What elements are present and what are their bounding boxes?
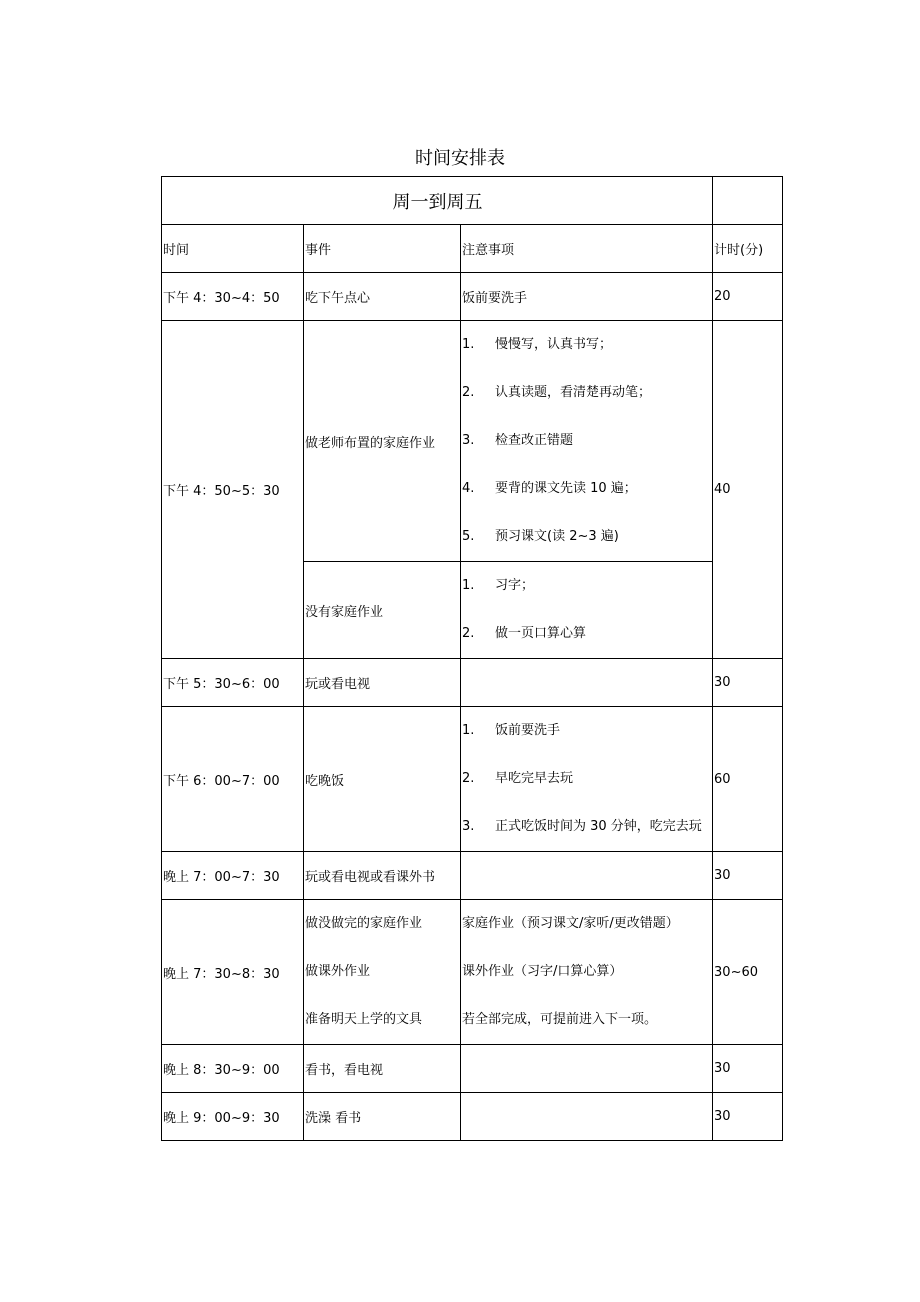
table-row [162,852,783,900]
duration-cell: 40 [713,321,783,659]
event-cell: 没有家庭作业 [304,562,461,659]
event-cell [304,900,461,1045]
note-line: 1. 慢慢写，认真书写； [462,337,613,352]
duration-cell: 30 [713,1045,783,1093]
notes-cell [461,659,713,707]
event-cell: 吃晚饭 [304,707,461,852]
table-row [162,1093,783,1141]
note-line: 2. 早吃完早去玩 [462,771,574,786]
notes-cell: 饭前要洗手 [461,273,713,321]
header-time: 时间 [162,225,304,273]
event-cell: 洗澡 看书 [304,1093,461,1141]
event-cell: 看书，看电视 [304,1045,461,1093]
event-cell: 玩或看电视或看课外书 [304,852,461,900]
note-line: 若全部完成，可提前进入下一项。 [462,1012,658,1027]
time-cell: 下午 6：00~7：00 [162,707,304,852]
banner-empty-cell [713,177,783,225]
note-line: 1. 饭前要洗手 [462,723,561,738]
banner-cell: 周一到周五 [162,177,713,225]
duration-cell: 20 [713,273,783,321]
duration-cell: 30 [713,852,783,900]
table-row [162,321,783,562]
note-line: 3. 正式吃饭时间为 30 分钟，吃完去玩 [462,819,702,834]
note-line: 2. 做一页口算心算 [462,626,587,641]
note-line: 5. 预习课文(读 2~3 遍) [462,529,619,544]
note-line: 1. 习字； [462,578,535,593]
duration-cell: 30 [713,659,783,707]
header-event: 事件 [304,225,461,273]
time-cell: 下午 4：30~4：50 [162,273,304,321]
note-line: 课外作业（习字/口算心算） [462,964,623,979]
time-cell: 晚上 7：00~7：30 [162,852,304,900]
table-row [162,273,783,321]
event-line: 准备明天上学的文具 [305,1012,423,1027]
header-notes: 注意事项 [461,225,713,273]
note-line: 3. 检查改正错题 [462,433,574,448]
event-cell: 做老师布置的家庭作业 [304,321,461,562]
duration-cell: 30~60 [713,900,783,1045]
table-row [162,900,783,1045]
duration-cell: 30 [713,1093,783,1141]
time-cell: 晚上 9：00~9：30 [162,1093,304,1141]
table-row [162,1045,783,1093]
duration-cell: 60 [713,707,783,852]
notes-cell [461,562,713,659]
time-cell: 下午 5：30~6：00 [162,659,304,707]
page-title: 时间安排表 [415,148,505,169]
note-line: 4. 要背的课文先读 10 遍； [462,481,637,496]
notes-cell [461,852,713,900]
time-cell: 晚上 8：30~9：00 [162,1045,304,1093]
notes-cell [461,1045,713,1093]
event-cell: 玩或看电视 [304,659,461,707]
schedule-table [161,176,783,1141]
table-row [162,659,783,707]
time-cell: 晚上 7：30~8：30 [162,900,304,1045]
header-duration: 计时(分) [713,225,783,273]
notes-cell [461,321,713,562]
event-cell: 吃下午点心 [304,273,461,321]
notes-cell [461,900,713,1045]
note-line: 2. 认真读题，看清楚再动笔； [462,385,652,400]
event-line: 做没做完的家庭作业 [305,916,423,931]
note-line: 家庭作业（预习课文/家听/更改错题） [462,916,679,931]
event-line: 做课外作业 [305,964,371,979]
table-row [162,707,783,852]
header-row [162,225,783,273]
time-cell: 下午 4：50~5：30 [162,321,304,659]
notes-cell [461,707,713,852]
banner-row [162,177,783,225]
notes-cell [461,1093,713,1141]
